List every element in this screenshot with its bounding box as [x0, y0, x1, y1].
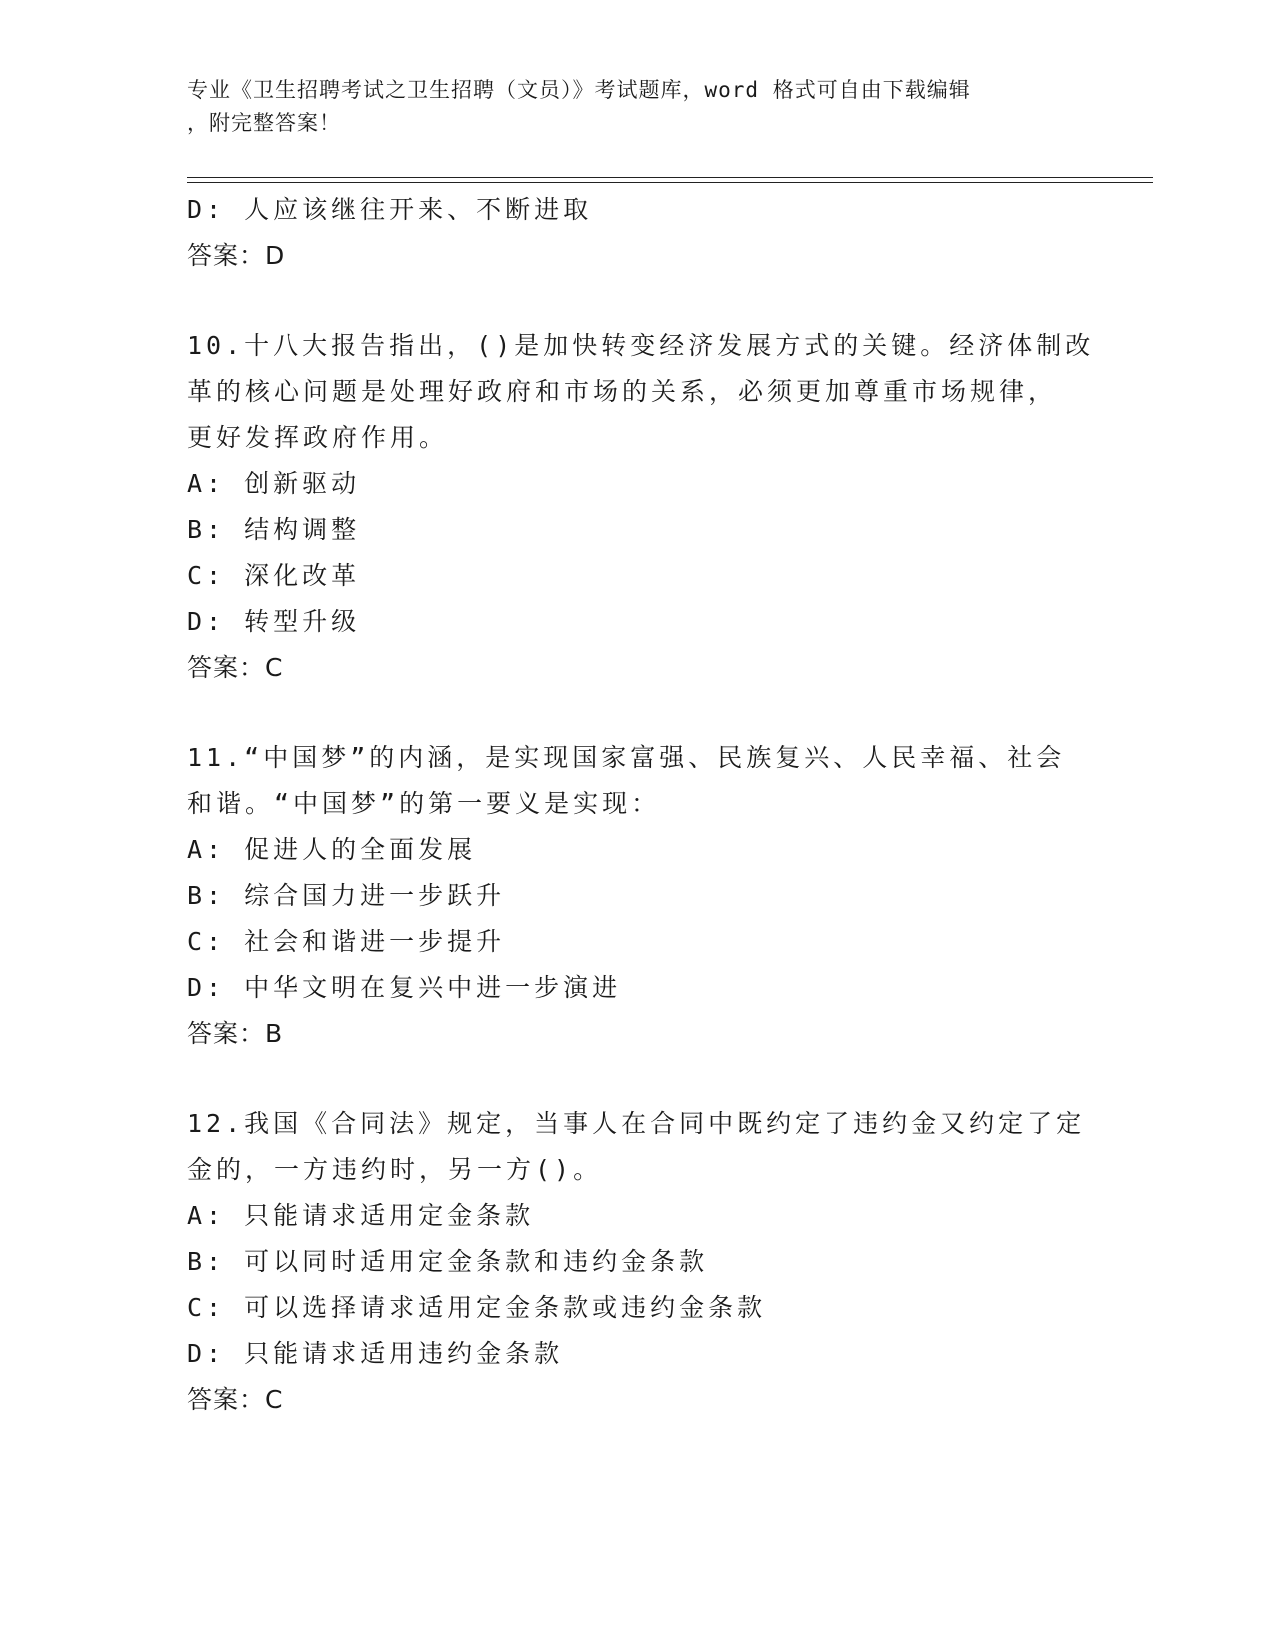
option-b: B: 综合国力进一步跃升: [187, 881, 506, 910]
option-d: D: 中华文明在复兴中进一步演进: [187, 973, 622, 1002]
question-item: [187, 1101, 1087, 1423]
header-line-2: ，附完整答案！: [187, 111, 341, 135]
option-d: D: 人应该继往开来、不断进取: [187, 195, 593, 224]
spacer: [187, 691, 1087, 735]
header-line-1: 专业《卫生招聘考试之卫生招聘（文员）》考试题库，word 格式可自由下载编辑: [187, 78, 971, 102]
header-divider-bottom: [187, 182, 1153, 183]
question-stem-line: 和谐。“中国梦”的第一要义是实现：: [187, 789, 661, 818]
question-stem: [187, 735, 1087, 827]
question-item: [187, 323, 1095, 691]
option-a: A: 只能请求适用定金条款: [187, 1201, 535, 1230]
answer-line: 答案：C: [187, 653, 284, 682]
option-d: D: 转型升级: [187, 607, 361, 636]
option-a: A: 促进人的全面发展: [187, 835, 477, 864]
question-stem-line: 更好发挥政府作用。: [187, 423, 449, 452]
spacer: [187, 279, 1087, 323]
spacer: [187, 1057, 1087, 1101]
option-b: B: 可以同时适用定金条款和违约金条款: [187, 1247, 709, 1276]
answer-line: 答案：C: [187, 1385, 284, 1414]
question-content: [187, 187, 1095, 1423]
option-a: A: 创新驱动: [187, 469, 361, 498]
option-c: C: 深化改革: [187, 561, 361, 590]
option-b: B: 结构调整: [187, 515, 361, 544]
question-stem-line: 金的，一方违约时，另一方()。: [187, 1155, 603, 1184]
answer-line: 答案：D: [187, 241, 286, 270]
question-stem-line: 11.“中国梦”的内涵，是实现国家富强、民族复兴、人民幸福、社会: [187, 743, 1066, 772]
previous-question-tail: [187, 187, 1087, 279]
option-c: C: 可以选择请求适用定金条款或违约金条款: [187, 1293, 767, 1322]
question-stem-line: 10.十八大报告指出，()是加快转变经济发展方式的关键。经济体制改: [187, 331, 1095, 360]
question-stem: [187, 323, 1095, 461]
question-stem: [187, 1101, 1087, 1193]
question-item: [187, 735, 1087, 1057]
document-header: [187, 74, 1067, 140]
answer-line: 答案：B: [187, 1019, 284, 1048]
question-stem-line: 革的核心问题是处理好政府和市场的关系，必须更加尊重市场规律，: [187, 377, 1058, 406]
header-divider-top: [187, 177, 1153, 178]
option-d: D: 只能请求适用违约金条款: [187, 1339, 564, 1368]
option-c: C: 社会和谐进一步提升: [187, 927, 506, 956]
question-stem-line: 12.我国《合同法》规定，当事人在合同中既约定了违约金又约定了定: [187, 1109, 1086, 1138]
